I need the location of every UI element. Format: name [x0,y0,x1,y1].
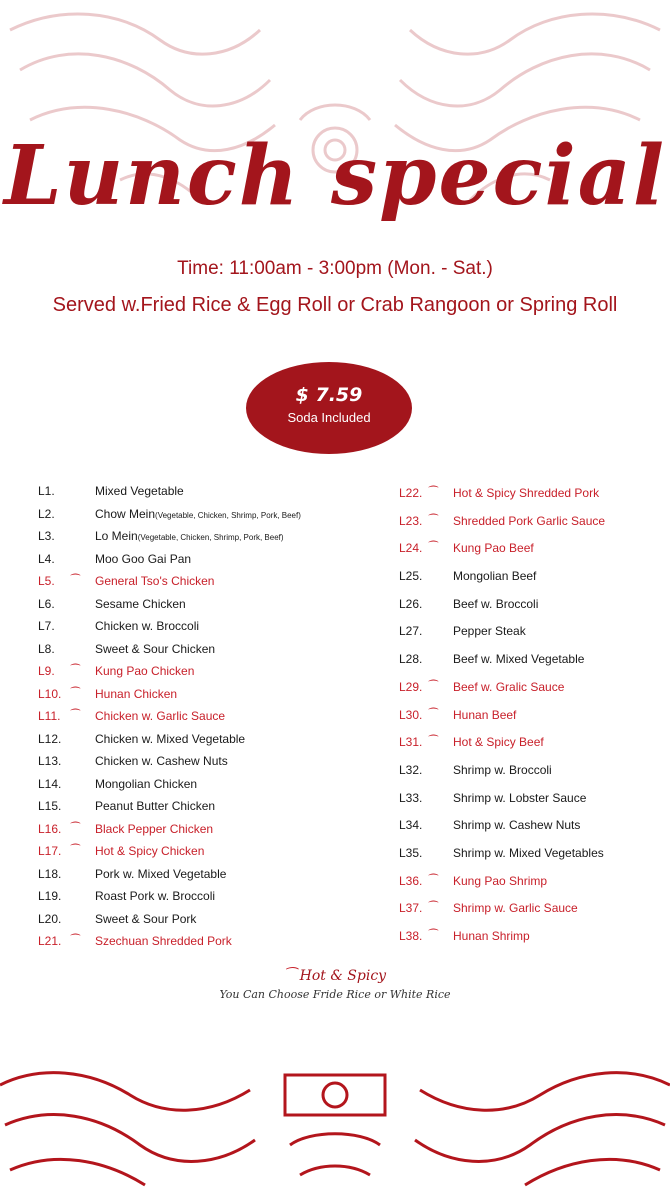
chili-pepper-icon: ⁀ [71,710,80,722]
menu-item-label: Sweet & Sour Chicken [95,641,216,656]
menu-item-label: Beef w. Broccoli [453,596,539,611]
menu-item-name [95,705,225,728]
menu-item-label: Chicken w. Mixed Vegetable [95,731,246,746]
price-note: Soda Included [287,410,371,425]
menu-item-code: L31. [399,735,423,750]
menu-item-label: Shrimp w. Lobster Sauce [453,790,587,805]
dragon-ornament-bottom [0,1055,670,1200]
menu-item-code: L18. [38,866,62,881]
chili-pepper-icon: ⁀ [429,736,438,749]
chili-pepper-icon: ⁀ [429,708,438,721]
menu-item-code: L26. [399,596,423,611]
hours-text: Time: 11:00am - 3:00pm (Mon. - Sat.) [177,258,493,279]
menu-item-code: L14. [38,776,62,791]
chili-pepper-icon: ⁀ [429,930,438,942]
menu-item-code: L1. [38,484,55,498]
menu-item-code: L7. [38,619,55,633]
menu-item-name [453,757,552,785]
menu-item-code: L16. [38,821,62,836]
menu-item-name [95,908,196,931]
chili-pepper-icon: ⁀ [429,874,438,887]
chili-pepper-icon: ⁀ [429,542,438,555]
menu-item-code: L27. [399,624,423,639]
legend-spicy [0,968,670,984]
menu-item-name [95,773,197,796]
menu-item-label: Chow Mein [95,506,156,521]
menu-item-name [95,525,284,550]
menu-item-name [453,923,530,951]
menu-item-label: Hunan Beef [453,707,517,722]
menu-item-code: L24. [399,541,423,556]
served-with-text: Served w.Fried Rice & Egg Roll or Crab Rangoon or Spring Roll [52,294,618,316]
menu-item-label: Szechuan Shredded Pork [95,934,232,948]
menu-item-name [95,683,177,706]
menu-item-name [95,480,184,503]
menu-item-name [95,885,215,908]
chili-pepper-icon: ⁀ [71,575,80,587]
menu-item-label: Sesame Chicken [95,596,186,611]
chili-pepper-icon: ⁀ [429,514,438,527]
menu-item-code: L9. [38,664,55,678]
menu-item-label: Hot & Spicy Shredded Pork [453,486,600,500]
menu-item-label: Shredded Pork Garlic Sauce [453,513,606,528]
menu-item-code: L35. [399,845,423,860]
menu-item-label: Beef w. Mixed Vegetable [453,652,585,667]
menu-item-code: L6. [38,596,55,611]
menu-item-code: L10. [38,686,62,701]
menu-item-label: Hunan Shrimp [453,929,530,943]
menu-item-name [453,812,580,840]
menu-item-name [95,638,215,661]
menu-item-code: L2. [38,506,55,521]
menu-item-name [95,863,226,886]
menu-item-label: Moo Goo Gai Pan [95,551,192,566]
chili-pepper-icon: ⁀ [71,665,80,677]
menu-item-label: Shrimp w. Mixed Vegetables [453,845,604,860]
legend-spicy-label: Hot & Spicy [299,968,387,984]
chili-pepper-icon: ⁀ [283,968,296,984]
menu-item-code: L8. [38,641,55,656]
menu-item-code: L30. [399,707,423,722]
page-title: Lunch special [3,128,667,224]
chili-pepper-icon: ⁀ [429,902,438,915]
menu-item-name [453,480,599,508]
menu-item-label: Mongolian Chicken [95,776,198,791]
menu-item-label: Shrimp w. Broccoli [453,762,552,777]
menu-item-code: L19. [38,889,62,903]
menu-item-code: L28. [399,652,423,667]
menu-item-name [95,503,301,528]
menu-item-name [95,570,214,593]
menu-item-code: L15. [38,799,62,813]
menu-item-name [453,702,516,730]
menu-item-code: L23. [399,513,423,528]
menu-item-label: Hot & Spicy Beef [453,735,544,750]
menu-item-label: Hunan Chicken [95,686,178,701]
menu-item-code: L17. [38,844,62,858]
menu-item-name [453,591,538,619]
menu-item-name [453,868,547,896]
menu-item-name [453,729,544,757]
chili-pepper-icon: ⁀ [71,687,80,700]
menu-item-code: L34. [399,818,423,833]
menu-item-name [453,785,586,813]
menu-item-label: Chicken w. Cashew Nuts [95,754,228,768]
menu-item-name [453,895,578,923]
menu-item-name [95,660,194,683]
menu-item-name [453,535,534,563]
menu-item-label: Sweet & Sour Pork [95,911,197,926]
chili-pepper-icon: ⁀ [71,935,80,947]
chili-pepper-icon: ⁀ [429,680,438,693]
menu-item-label: Kung Pao Chicken [95,664,195,678]
menu-item-code: L22. [399,486,423,500]
menu-item-label: Chicken w. Broccoli [95,619,200,633]
menu-item-code: L3. [38,529,55,543]
price-badge [246,362,412,454]
menu-item-label: Shrimp w. Cashew Nuts [453,818,581,833]
menu-item-code: L33. [399,790,423,805]
menu-item-code: L37. [399,901,423,916]
rice-note: You Can Choose Fride Rice or White Rice [219,988,451,1001]
menu-item-name [95,818,213,841]
menu-item-label: Mixed Vegetable [95,484,184,498]
menu-item-name [95,750,228,773]
menu-item-name [95,728,245,751]
menu-item-code: L4. [38,551,55,566]
menu-item-label: Beef w. Gralic Sauce [453,679,565,694]
menu-item-code: L36. [399,873,423,888]
menu-item-code: L20. [38,911,62,926]
menu-item-code: L5. [38,574,55,588]
menu-item-name [95,795,215,818]
menu-item-note: (Vegetable, Chicken, Shrimp, Pork, Beef) [155,510,301,520]
menu-item-label: Peanut Butter Chicken [95,799,216,813]
menu-item-label: Lo Mein [95,529,138,543]
legend [0,968,670,1001]
menu-item-label: Pepper Steak [453,624,526,639]
menu-item-code: L25. [399,569,423,584]
menu-item-code: L21. [38,934,62,948]
menu-item-name [95,840,204,863]
menu-item-label: Kung Pao Beef [453,541,534,556]
menu-item-label: Pork w. Mixed Vegetable [95,866,227,881]
menu-item-code: L29. [399,679,423,694]
menu-item-name [453,508,605,536]
menu-item-name [453,618,526,646]
menu-item-name [453,646,584,674]
menu-item-label: Chicken w. Garlic Sauce [95,709,226,723]
menu-item-name [95,930,232,953]
menu-item-name [453,563,536,591]
price-amount: $ 7.59 [295,384,363,406]
menu-item-label: Black Pepper Chicken [95,821,214,836]
menu-item-label: Roast Pork w. Broccoli [95,889,216,903]
menu-item-name [95,593,186,616]
menu-item-name [95,548,191,571]
chili-pepper-icon: ⁀ [429,487,438,499]
menu-item-name [453,674,564,702]
menu-item-label: Mongolian Beef [453,569,537,584]
menu-item-label: General Tso's Chicken [95,574,215,588]
menu-item-code: L13. [38,754,62,768]
menu-item-note: (Vegetable, Chicken, Shrimp, Pork, Beef) [137,533,284,542]
menu-item-label: Shrimp w. Garlic Sauce [453,901,578,916]
menu-item-name [95,615,199,638]
menu-item-code: L11. [38,709,61,723]
menu-item-code: L38. [399,929,423,943]
menu-item-code: L32. [399,762,423,777]
chili-pepper-icon: ⁀ [71,845,80,857]
menu-item-label: Hot & Spicy Chicken [95,844,205,858]
menu-item-name [453,840,604,868]
menu-item-code: L12. [38,731,62,746]
chili-pepper-icon: ⁀ [71,822,80,835]
menu-item-label: Kung Pao Shrimp [453,873,548,888]
